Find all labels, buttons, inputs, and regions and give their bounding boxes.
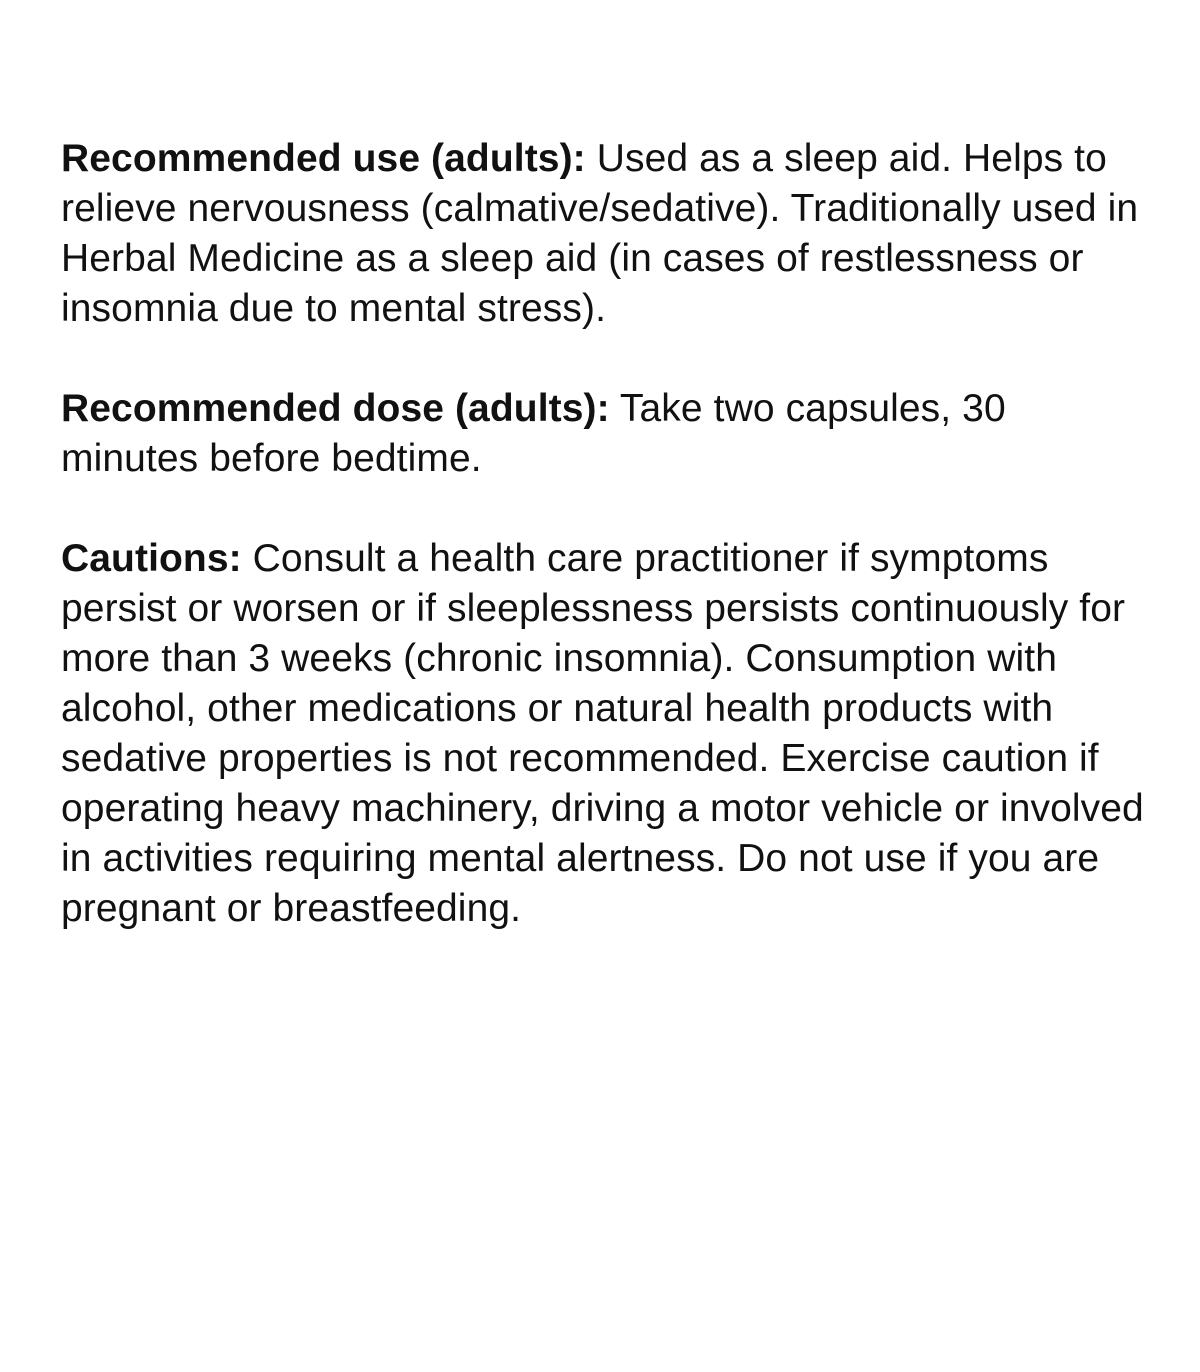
recommended-dose-heading: Recommended dose (adults):	[61, 387, 610, 430]
cautions-heading: Cautions:	[61, 537, 242, 580]
recommended-use-heading: Recommended use (adults):	[61, 137, 586, 180]
recommended-dose-section	[61, 384, 1151, 484]
recommended-dose-body: Take two capsules, 30 minutes before bedtime.	[61, 387, 1006, 480]
cautions-section	[61, 534, 1151, 934]
product-label-text	[61, 134, 1151, 934]
cautions-body: Consult a health care practitioner if symptoms persist or worsen or if sleeplessness persists continuously for more than 3 weeks (chronic insomnia). Consumption with alcohol, other medications or natural health products with sedative properties is not recommended. Exercise caution if operating heavy machinery, driving a motor vehicle or involved in activities requiring mental alertness. Do not use if you are pregnant or breastfeeding.	[61, 537, 1144, 930]
recommended-use-body: Used as a sleep aid. Helps to relieve nervousness (calmative/sedative). Traditionally used in Herbal Medicine as a sleep aid (in cases of restlessness or insomnia due to mental stress).	[61, 137, 1139, 330]
recommended-use-section	[61, 134, 1151, 334]
